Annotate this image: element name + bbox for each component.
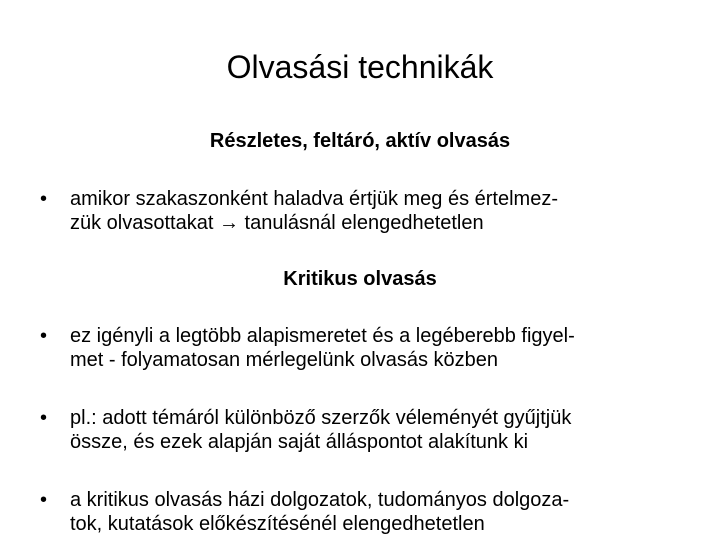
bullet-text (70, 406, 680, 454)
bullet-line: pl.: adott témáról különböző szerzők véleményét gyűjtjük (70, 407, 572, 429)
bullet-line: met - folyamatosan mérlegelünk olvasás közben (70, 349, 498, 371)
bullet-text (70, 488, 680, 536)
bullet-line: zük olvasottakat → tanulásnál elengedhetetlen (70, 212, 484, 234)
bullet-line: amikor szakaszonként haladva értjük meg és értelmez- (70, 188, 558, 210)
bullet-dot: • (40, 489, 48, 511)
bullet-line: tok, kutatások előkészítésénél elengedhetetlen (70, 513, 485, 535)
section-heading-critical-reading: Kritikus olvasás (283, 268, 437, 290)
bullet-line: a kritikus olvasás házi dolgozatok, tudományos dolgoza- (70, 489, 570, 511)
bullet-dot: • (40, 407, 48, 429)
bullet-text (70, 324, 680, 372)
section-heading-detailed-reading: Részletes, feltáró, aktív olvasás (209, 130, 511, 152)
bullet-dot: • (40, 325, 48, 347)
bullet-text (70, 187, 680, 235)
bullet-dot: • (40, 188, 48, 210)
bullet-line: össze, és ezek alapján saját álláspontot alakítunk ki (70, 431, 529, 453)
slide-title: Olvasási technikák (226, 49, 494, 85)
bullet-line: ez igényli a legtöbb alapismeretet és a legéberebb figyel- (70, 325, 575, 347)
